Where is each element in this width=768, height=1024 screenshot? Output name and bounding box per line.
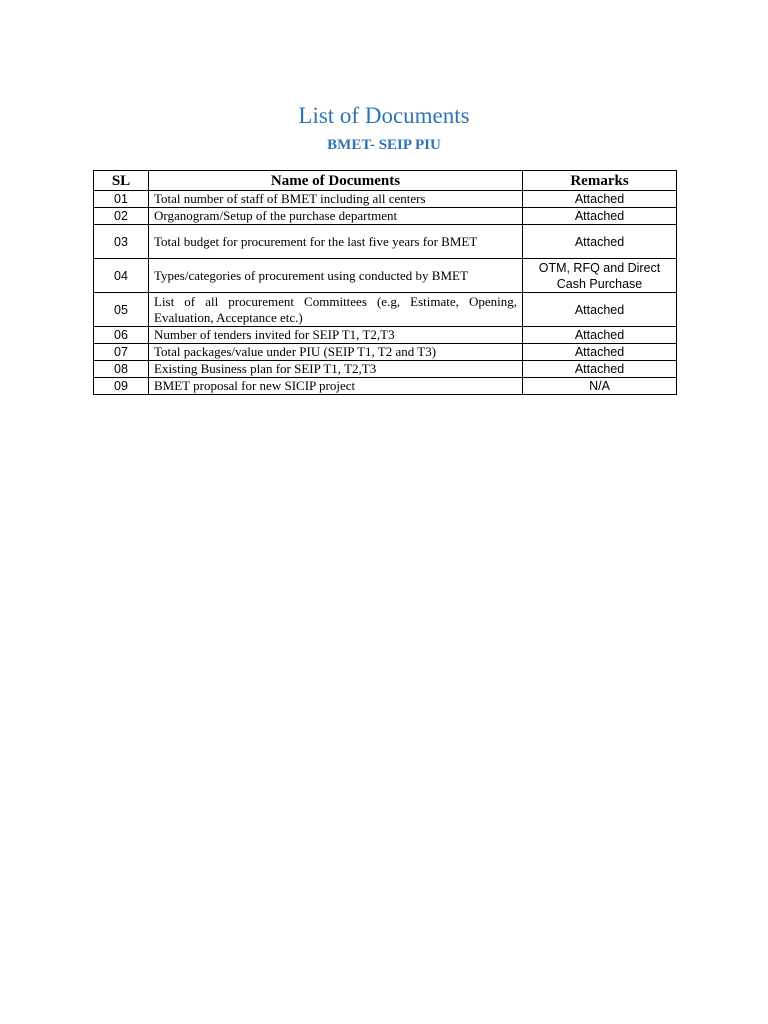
row-remarks: OTM, RFQ and Direct Cash Purchase xyxy=(523,259,677,293)
row-remarks: Attached xyxy=(523,191,677,208)
row-sl: 05 xyxy=(94,293,149,327)
header-remarks: Remarks xyxy=(523,171,677,191)
table-row xyxy=(94,344,677,361)
row-document-name: Existing Business plan for SEIP T1, T2,T3 xyxy=(149,361,523,378)
row-document-name: List of all procurement Committees (e.g, Estimate, Opening, Evaluation, Acceptance etc.) xyxy=(149,293,523,327)
table-row xyxy=(94,225,677,259)
row-document-name: Total number of staff of BMET including all centers xyxy=(149,191,523,208)
page-title: List of Documents xyxy=(298,103,470,128)
row-sl: 04 xyxy=(94,259,149,293)
table-row xyxy=(94,259,677,293)
row-document-name: Total budget for procurement for the last five years for BMET xyxy=(149,225,523,259)
header-sl: SL xyxy=(94,171,149,191)
table-row xyxy=(94,191,677,208)
row-remarks: Attached xyxy=(523,293,677,327)
row-sl: 03 xyxy=(94,225,149,259)
row-remarks: Attached xyxy=(523,344,677,361)
row-remarks: Attached xyxy=(523,361,677,378)
table-header-row xyxy=(94,171,677,191)
row-remarks: Attached xyxy=(523,225,677,259)
row-sl: 06 xyxy=(94,327,149,344)
row-remarks: N/A xyxy=(523,378,677,395)
row-sl: 02 xyxy=(94,208,149,225)
row-document-name: Number of tenders invited for SEIP T1, T2,T3 xyxy=(149,327,523,344)
row-remarks: Attached xyxy=(523,208,677,225)
table-row xyxy=(94,293,677,327)
row-sl: 01 xyxy=(94,191,149,208)
row-document-name: Total packages/value under PIU (SEIP T1, T2 and T3) xyxy=(149,344,523,361)
row-sl: 08 xyxy=(94,361,149,378)
documents-table xyxy=(93,170,677,395)
row-sl: 09 xyxy=(94,378,149,395)
row-remarks: Attached xyxy=(523,327,677,344)
table-row xyxy=(94,208,677,225)
row-document-name: Types/categories of procurement using conducted by BMET xyxy=(149,259,523,293)
row-document-name: BMET proposal for new SICIP project xyxy=(149,378,523,395)
table-row xyxy=(94,327,677,344)
table-row xyxy=(94,361,677,378)
page-subtitle: BMET- SEIP PIU xyxy=(327,137,441,153)
table-row xyxy=(94,378,677,395)
header-name-of-documents: Name of Documents xyxy=(149,171,523,191)
row-sl: 07 xyxy=(94,344,149,361)
row-document-name: Organogram/Setup of the purchase department xyxy=(149,208,523,225)
